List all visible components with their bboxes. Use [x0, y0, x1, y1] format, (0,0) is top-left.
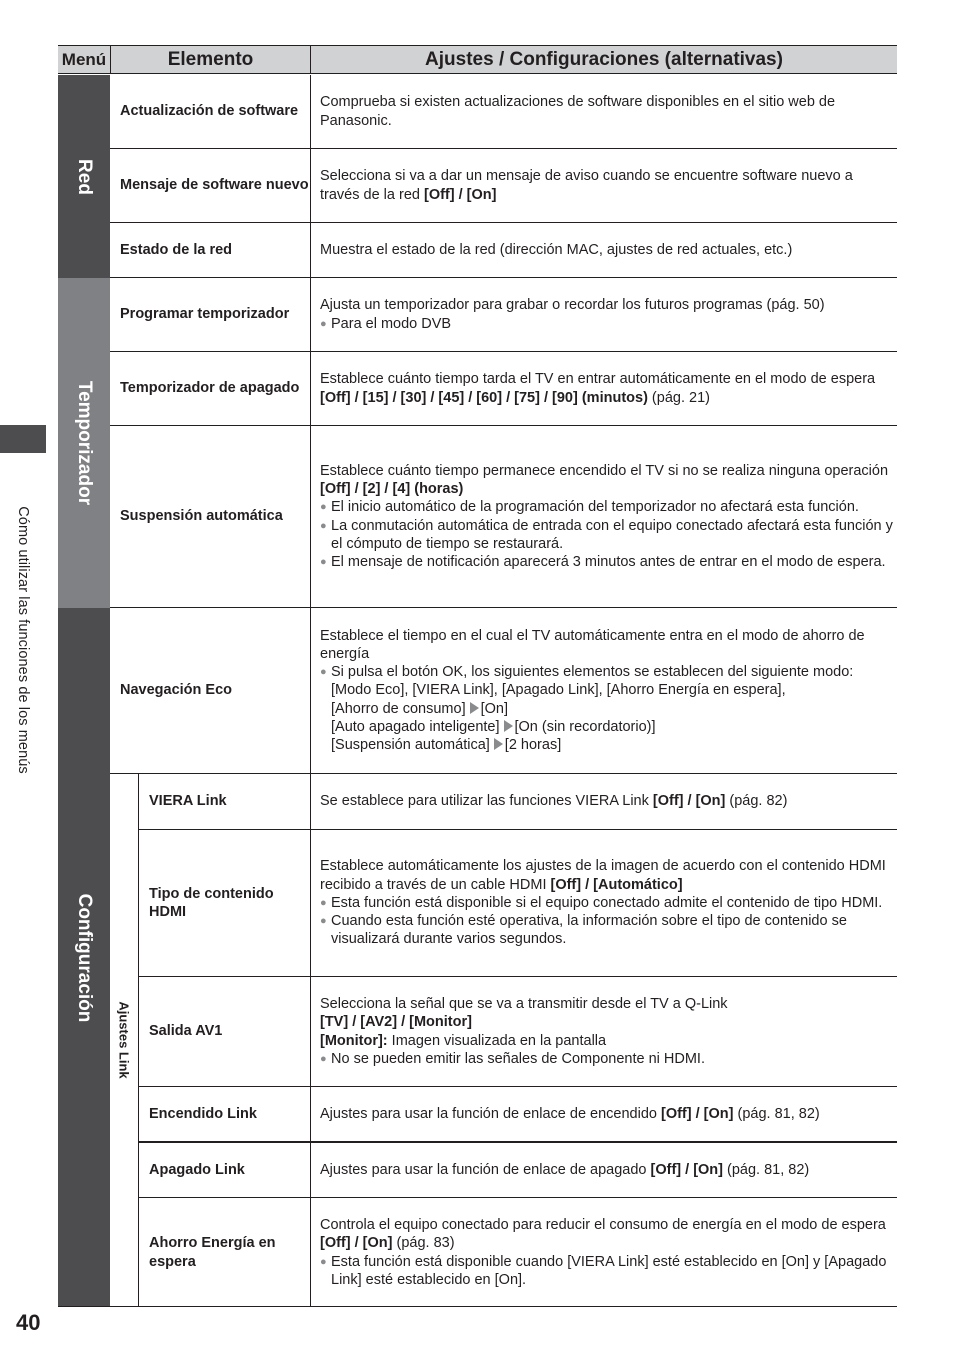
settings-options: [Off] / [On] [652, 793, 726, 810]
settings-options: [Off] / [Automático] [550, 876, 683, 893]
bullet-icon: ● [320, 519, 327, 532]
page-ref: (pág. 83) [392, 1235, 455, 1252]
arrow-right-icon [470, 702, 479, 714]
bullet-text: Esta función está disponible cuando [VIERA Link] esté establecido en [On] y [Apagado Link] esté establecido en [On]. [331, 1253, 887, 1288]
submenu-ajustes-link-label: Ajustes Link [116, 1001, 132, 1079]
table-row [110, 149, 897, 223]
settings-text: Selecciona la señal que se va a transmitir desde el TV a Q-Link [320, 996, 728, 1013]
bullet-text: [Ahorro de consumo] [331, 700, 466, 717]
page-ref: (pág. 81, 82) [733, 1105, 820, 1122]
table-row [110, 278, 897, 352]
settings-cell [310, 1087, 897, 1141]
settings-text: Establece automáticamente los ajustes de la imagen de acuerdo con el contenido HDMI recibido a través de un cable HDMI [320, 858, 886, 893]
header-menu: Menú [58, 45, 110, 74]
page-number: 40 [16, 1310, 41, 1335]
section-tab [0, 425, 46, 453]
settings-cell [310, 774, 897, 829]
table-row [110, 223, 897, 278]
element-cell: Salida AV1 [149, 1023, 223, 1040]
settings-text: Imagen visualizada en la pantalla [387, 1032, 607, 1049]
bullet-icon: ● [320, 896, 327, 909]
table-row [139, 830, 897, 977]
settings-options: [TV] / [AV2] / [Monitor] [320, 1014, 472, 1031]
bullet-icon: ● [320, 915, 327, 928]
bullet-icon: ● [320, 317, 327, 330]
bullet-text: No se pueden emitir las señales de Componente ni HDMI. [331, 1050, 705, 1067]
settings-text: Se establece para utilizar las funciones VIERA Link [320, 793, 653, 810]
bullet-text: [Auto apagado inteligente] [331, 718, 500, 735]
bullet-icon: ● [320, 1052, 327, 1065]
settings-options: [Off] / [2] / [4] (horas) [320, 481, 464, 498]
settings-cell [310, 75, 897, 148]
bullet-text: [Modo Eco], [VIERA Link], [Apagado Link], [Ahorro Energía en espera], [331, 682, 786, 699]
settings-cell [310, 830, 897, 976]
header-element: Elemento [110, 45, 310, 74]
element-cell: Actualización de software [120, 103, 299, 120]
arrow-right-icon [504, 720, 513, 732]
menu-configuracion [58, 608, 110, 1307]
page-ref: (pág. 81, 82) [723, 1161, 810, 1178]
settings-text: Comprueba si existen actualizaciones de software disponibles en el sitio web de Panasonic. [320, 94, 836, 129]
settings-cell [310, 977, 897, 1086]
settings-text: Muestra el estado de la red (dirección MAC, ajustes de red actuales, etc.) [320, 241, 793, 258]
settings-cell [310, 223, 897, 277]
settings-cell [310, 426, 897, 607]
menu-red-label: Red [74, 158, 95, 195]
bullet-text: [On] [480, 700, 509, 717]
settings-cell [310, 352, 897, 425]
table-bottom-border [58, 1306, 897, 1307]
bullet-icon: ● [320, 1255, 327, 1268]
menu-temporizador [58, 278, 110, 608]
bullet-text: Cuando esta función esté operativa, la información sobre el tipo de contenido se visualizará durante varios segundos. [331, 913, 847, 948]
element-cell: Encendido Link [149, 1105, 257, 1122]
arrow-right-icon [494, 738, 503, 750]
settings-options: [Off] / [On] [320, 1235, 393, 1252]
menu-temporizador-label: Temporizador [74, 380, 95, 506]
menu-red [58, 75, 110, 278]
settings-option-label: [Monitor]: [320, 1032, 388, 1049]
bullet-text: El mensaje de notificación aparecerá 3 minutos antes de entrar en el modo de espera. [331, 553, 886, 570]
settings-options: [Off] / [15] / [30] / [45] / [60] / [75] / [90] (minutos) [320, 389, 648, 406]
element-cell: Temporizador de apagado [120, 380, 300, 397]
section-side-text: Cómo utilizar las funciones de los menús [15, 506, 31, 774]
bullet-text: [On (sin recordatorio)] [514, 718, 656, 735]
element-cell: VIERA Link [149, 793, 227, 810]
settings-cell [310, 149, 897, 222]
table-row [110, 75, 897, 149]
settings-text: Ajustes para usar la función de enlace de encendido [320, 1105, 661, 1122]
bullet-icon: ● [320, 666, 327, 679]
settings-cell [310, 1198, 897, 1307]
table-row [139, 1143, 897, 1198]
bullet-icon: ● [320, 555, 327, 568]
bullet-text: [2 horas] [504, 737, 562, 753]
bullet-text: Para el modo DVB [331, 315, 452, 332]
element-cell: Ahorro Energía en espera [149, 1235, 276, 1270]
settings-options: [Off] / [On] [660, 1105, 734, 1122]
bullet-text: El inicio automático de la programación del temporizador no afectará esta función. [331, 499, 859, 516]
table-row [139, 1087, 897, 1143]
page-ref: (pág. 82) [725, 793, 788, 810]
element-cell: Estado de la red [120, 241, 233, 258]
settings-text: Establece cuánto tiempo permanece encendido el TV si no se realiza ninguna operación [320, 462, 889, 479]
settings-text: Ajustes para usar la función de enlace de apagado [320, 1161, 651, 1178]
settings-text: Controla el equipo conectado para reducir el consumo de energía en el modo de espera [320, 1217, 886, 1234]
bullet-text: [Suspensión automática] [331, 737, 490, 753]
settings-options: [Off] / [On] [650, 1161, 723, 1178]
table-row [110, 608, 897, 774]
settings-cell [310, 608, 897, 773]
settings-cell [310, 1143, 897, 1197]
menu-configuracion-label: Configuración [74, 893, 95, 1022]
table-row [139, 1198, 897, 1307]
settings-text: Selecciona si va a dar un mensaje de aviso cuando se encuentre software nuevo a través de la red [320, 168, 853, 203]
header-settings: Ajustes / Configuraciones (alternativas) [310, 45, 897, 74]
element-cell: Mensaje de software nuevo [120, 177, 309, 194]
table-row [110, 352, 897, 426]
element-cell: Apagado Link [149, 1161, 245, 1178]
element-cell: Programar temporizador [120, 306, 290, 323]
settings-cell [310, 278, 897, 351]
settings-options: [Off] / [On] [423, 186, 497, 203]
element-cell: Suspensión automática [120, 508, 283, 525]
bullet-icon: ● [320, 501, 327, 514]
table-row [139, 977, 897, 1087]
element-cell: Tipo de contenido HDMI [149, 885, 274, 920]
settings-text: Ajusta un temporizador para grabar o recordar los futuros programas (pág. 50) [320, 297, 825, 314]
settings-text: Establece el tiempo en el cual el TV automáticamente entra en el modo de ahorro de energía [320, 627, 865, 662]
submenu-ajustes-link [110, 773, 139, 1307]
settings-text: Establece cuánto tiempo tarda el TV en entrar automáticamente en el modo de espera [320, 371, 876, 388]
table-row [110, 426, 897, 608]
page-ref: (pág. 21) [647, 389, 710, 406]
bullet-text: Si pulsa el botón OK, los siguientes elementos se establecen del siguiente modo: [331, 664, 854, 681]
element-cell: Navegación Eco [120, 682, 233, 699]
table-row [139, 774, 897, 830]
bullet-text: La conmutación automática de entrada con el equipo conectado afectará esta función y el cómputo de tiempo se restaurará. [331, 517, 893, 552]
bullet-text: Esta función está disponible si el equipo conectado admite el contenido de tipo HDMI. [331, 894, 883, 911]
